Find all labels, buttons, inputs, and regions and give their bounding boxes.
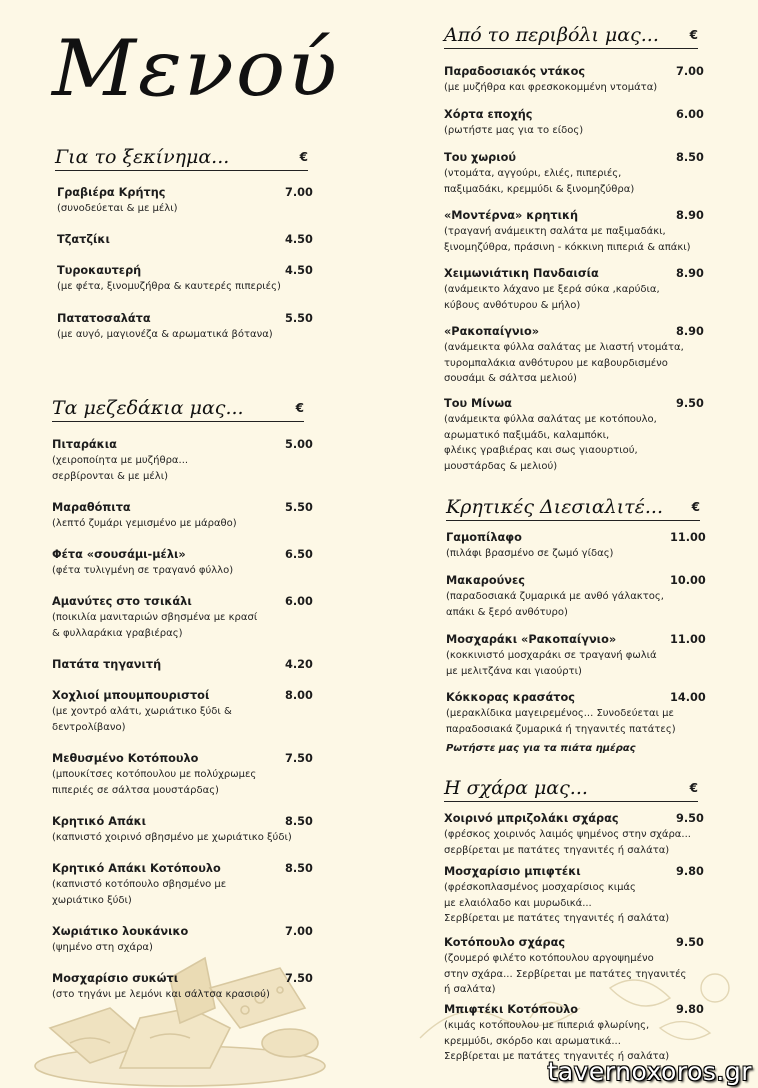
menu-item-name: Παραδοσιακός ντάκος: [444, 65, 586, 78]
menu-item-name: «Ρακοπαίγνιο»: [444, 325, 540, 338]
section-divider: [446, 520, 700, 521]
menu-item-name: Του Μίνωα: [444, 397, 512, 410]
menu-item: [57, 311, 313, 343]
menu-item: [444, 935, 704, 998]
menu-item-description: (κοκκινιστό μοσχαράκι σε τραγανή φωλιά: [446, 650, 657, 661]
menu-item-description: Σερβίρεται με πατάτες τηγανιτές ή σαλάτα): [444, 913, 670, 924]
menu-item-price: 4.50: [285, 264, 313, 277]
menu-item-name: Φέτα «σουσάμι-μέλι»: [52, 548, 186, 561]
section-header-starters: [55, 146, 308, 168]
menu-item-price: 7.00: [285, 925, 313, 938]
menu-item-price: 6.00: [676, 108, 704, 121]
menu-item-price: 5.50: [285, 501, 313, 514]
menu-item-description: σερβίρεται με πατάτες τηγανιτές ή σαλάτα): [444, 844, 670, 856]
menu-item-price: 7.50: [285, 752, 313, 765]
menu-item: [444, 266, 704, 313]
menu-item-description: μουστάρδας & μελιού): [444, 460, 558, 472]
menu-item-name: Πατατοσαλάτα: [57, 312, 151, 325]
menu-item-price: 9.50: [676, 936, 704, 949]
menu-item: [52, 814, 313, 846]
menu-item-description: & φυλλαράκια γραβιέρας): [52, 627, 183, 639]
menu-item-name: Μακαρούνες: [446, 574, 525, 587]
menu-item-description: παξιμαδάκι, κρεμμύδι & ξινομηζύθρα): [444, 183, 635, 195]
menu-item-price: 9.50: [676, 397, 704, 410]
menu-item-description: αρωματικό παξιμάδι, καλαμπόκι,: [444, 429, 610, 441]
site-watermark: tavernoxoros.gr: [547, 1057, 752, 1086]
page-title: Μενού: [52, 24, 340, 114]
menu-item-description: κρεμμύδι, σκόρδο και αρωματικά...: [444, 1035, 621, 1047]
menu-item-name: Χόρτα εποχής: [444, 108, 533, 121]
menu-item: [446, 530, 706, 562]
menu-item-description: (ανάμεικτα φύλλα σαλάτας με λιαστή ντομάτα,: [444, 342, 684, 353]
menu-item-description: (ψημένο στη σχάρα): [52, 942, 153, 953]
menu-item-price: 4.20: [285, 658, 313, 671]
menu-item-description: (ποικιλία μανιταριών σβησμένα με κρασί: [52, 612, 258, 623]
menu-item-description: (με αυγό, μαγιονέζα & αρωματικά βότανα): [57, 329, 273, 340]
menu-item-name: Χοιρινό μπριζολάκι σχάρας: [444, 812, 619, 825]
menu-item-name: Κοτόπουλο σχάρας: [444, 936, 566, 949]
menu-item: [444, 864, 704, 927]
menu-item: [52, 657, 313, 673]
menu-item-price: 9.80: [676, 865, 704, 878]
menu-item: [52, 861, 313, 908]
menu-item: [446, 690, 706, 737]
section-divider: [55, 170, 308, 171]
menu-item-description: (λεπτό ζυμάρι γεμισμένο με μάραθο): [52, 518, 237, 529]
menu-item-description: (ντομάτα, αγγούρι, ελιές, πιπεριές,: [444, 168, 622, 179]
menu-item-description: (με χοντρό αλάτι, χωριάτικο ξύδι &: [52, 706, 232, 717]
section-title: Για το ξεκίνημα...: [55, 146, 230, 168]
cheese-illustration: [30, 948, 330, 1088]
menu-item-price: 8.50: [285, 815, 313, 828]
menu-item-description: ξινομηζύθρα, πράσινη - κόκκινη πιπεριά & απάκι): [444, 241, 691, 253]
menu-item-description: σερβίρονται & με μέλι): [52, 470, 168, 482]
menu-item-name: Τυροκαυτερή: [57, 264, 142, 277]
menu-item: [57, 185, 313, 217]
menu-item: [52, 594, 313, 641]
menu-item: [52, 751, 313, 798]
section-title: Τα μεζεδάκια μας...: [52, 397, 244, 419]
menu-item-name: Τζατζίκι: [57, 233, 110, 246]
menu-item-price: 7.00: [285, 186, 313, 199]
menu-item-description: (στο τηγάνι με λεμόνι και σάλτσα κρασιού): [52, 989, 270, 1000]
menu-item-price: 6.50: [285, 548, 313, 561]
menu-item-name: Χοχλιοί μπουμπουριστοί: [52, 689, 210, 702]
menu-item-name: Γαμοπίλαφο: [446, 531, 522, 544]
menu-item: [444, 107, 704, 139]
menu-item-price: 8.00: [285, 689, 313, 702]
currency-label: €: [689, 781, 698, 795]
menu-item-description: (ζουμερό φιλέτο κοτόπουλου αργοψημένο: [444, 953, 654, 964]
menu-item: [52, 437, 313, 484]
menu-item-description: (καπνιστό χοιρινό σβησμένο με χωριάτικο ξύδι): [52, 832, 292, 843]
menu-item: [52, 500, 313, 532]
menu-item-name: Μπιφτέκι Κοτόπουλο: [444, 1003, 578, 1016]
menu-item: [52, 547, 313, 579]
menu-item-price: 5.50: [285, 312, 313, 325]
menu-item: [444, 64, 704, 96]
menu-item-description: (τραγανή ανάμεικτη σαλάτα με παξιμαδάκι,: [444, 226, 666, 237]
menu-item: [52, 971, 313, 1003]
menu-item: [444, 150, 704, 197]
section-header-grill: [444, 777, 698, 799]
section-divider: [444, 801, 698, 802]
section-divider: [52, 421, 304, 422]
menu-item-description: με ελαιόλαδο και μυρωδικά...: [444, 897, 592, 909]
menu-item-price: 8.50: [285, 862, 313, 875]
menu-item-price: 8.50: [676, 151, 704, 164]
currency-label: €: [295, 401, 304, 415]
menu-item-description: (χειροποίητα με μυζήθρα...: [52, 455, 189, 466]
section-title: Η σχάρα μας...: [444, 777, 588, 799]
menu-item-price: 10.00: [670, 574, 706, 587]
menu-item-name: Μεθυσμένο Κοτόπουλο: [52, 752, 199, 765]
menu-item-price: 4.50: [285, 233, 313, 246]
menu-item-description: (φρέσκοπλασμένος μοσχαρίσιος κιμάς: [444, 882, 636, 893]
menu-item-name: Αμανύτες στο τσικάλι: [52, 595, 192, 608]
currency-label: €: [299, 150, 308, 164]
menu-item-description: ή σαλάτα): [444, 984, 496, 995]
menu-item-description: φλέικς γραβιέρας και σως γιαουρτιού,: [444, 445, 638, 456]
menu-item: [57, 232, 313, 248]
section-divider: [444, 48, 698, 49]
menu-item-description: σουσάμι & σάλτσα μελιού): [444, 373, 577, 384]
menu-item-name: Μοσχαρίσιο μπιφτέκι: [444, 865, 581, 878]
menu-item-name: Μαραθόπιτα: [52, 501, 131, 514]
menu-item: [444, 1002, 704, 1065]
menu-item-price: 9.50: [676, 812, 704, 825]
menu-item-description: (ρωτήστε μας για το είδος): [444, 125, 584, 136]
menu-item: [52, 924, 313, 956]
menu-item-name: Πιταράκια: [52, 438, 117, 451]
menu-item-price: 7.00: [676, 65, 704, 78]
menu-item-price: 14.00: [670, 691, 706, 704]
menu-item-description: στην σχάρα... Σερβίρεται με πατάτες τηγανιτές: [444, 968, 687, 980]
menu-item-price: 7.50: [285, 972, 313, 985]
menu-item-name: Πατάτα τηγανιτή: [52, 658, 162, 671]
menu-item-description: (παραδοσιακά ζυμαρικά με ανθό γάλακτος,: [446, 591, 664, 602]
menu-item-name: Του χωριού: [444, 151, 517, 164]
menu-item-description: (με μυζήθρα και φρεσκοκομμένη ντομάτα): [444, 82, 658, 93]
menu-item-name: Μοσχαράκι «Ρακοπαίγνιο»: [446, 633, 617, 646]
menu-item-name: Χειμωνιάτικη Πανδαισία: [444, 267, 599, 280]
menu-item-price: 9.80: [676, 1003, 704, 1016]
menu-item-price: 11.00: [670, 531, 706, 544]
menu-item-description: (ανάμεικτα φύλλα σαλάτας με κοτόπουλο,: [444, 414, 657, 425]
menu-item-name: Κόκκορας κρασάτος: [446, 691, 575, 704]
menu-item-description: (με φέτα, ξινομυζήθρα & καυτερές πιπεριές): [57, 281, 281, 292]
menu-item-price: 8.90: [676, 267, 704, 280]
menu-item-name: Χωριάτικο λουκάνικο: [52, 925, 189, 938]
menu-item-description: Σερβίρεται με πατάτες τηγανιτές ή σαλάτα): [444, 1051, 670, 1062]
menu-item-price: 5.00: [285, 438, 313, 451]
menu-item: [446, 573, 706, 620]
menu-item-name: Κρητικό Απάκι Κοτόπουλο: [52, 862, 221, 875]
menu-item-description: παραδοσιακά ζυμαρικά ή τηγανιτές πατάτες): [446, 723, 676, 735]
menu-item-description: (φέτα τυλιγμένη σε τραγανό φύλλο): [52, 565, 234, 576]
menu-item-name: Γραβιέρα Κρήτης: [57, 186, 166, 199]
menu-item: [446, 632, 706, 679]
menu-item: [444, 811, 704, 858]
menu-item-description: χωριάτικο ξύδι): [52, 894, 132, 906]
menu-item-name: Κρητικό Απάκι: [52, 815, 147, 828]
menu-item-description: (ανάμεικτο λάχανο με ξερά σύκα ,καρύδια,: [444, 284, 660, 295]
menu-item-description: με μελιτζάνα και γιαούρτι): [446, 665, 582, 677]
currency-label: €: [689, 28, 698, 42]
menu-item-description: (μπουκίτσες κοτόπουλου με πολύχρωμες: [52, 769, 257, 780]
menu-item: [444, 208, 704, 255]
menu-item-description: (κιμάς κοτόπουλου με πιπεριά φλωρίνης,: [444, 1020, 650, 1031]
menu-item-description: (πιλάφι βρασμένο σε ζωμό γίδας): [446, 548, 614, 559]
menu-item-price: 8.90: [676, 325, 704, 338]
section-title: Κρητικές Διεσιαλιτέ...: [446, 496, 663, 518]
menu-item-description: δεντρολίβανο): [52, 721, 126, 733]
section-header-specialties: [446, 496, 700, 518]
menu-item: [444, 324, 704, 387]
menu-item-description: κύβους ανθότυρου & μήλο): [444, 299, 581, 311]
menu-item-description: (συνοδεύεται & με μέλι): [57, 203, 178, 214]
menu-item-name: «Μοντέρνα» κρητική: [444, 209, 579, 222]
daily-dishes-note: Ρωτήστε μας για τα πιάτα ημέρας: [446, 743, 636, 754]
menu-item-name: Μοσχαρίσιο συκώτι: [52, 972, 179, 985]
menu-item-price: 6.00: [285, 595, 313, 608]
section-header-salads: [444, 24, 698, 46]
menu-item: [57, 263, 313, 295]
menu-item-price: 11.00: [670, 633, 706, 646]
menu-item-description: (μερακλίδικα μαγειρεμένος... Συνοδεύεται με: [446, 708, 674, 719]
menu-item: [52, 688, 313, 735]
section-header-meze: [52, 397, 304, 419]
menu-item-description: τυρομπαλάκια ανθότυρου με καβουρδισμένο: [444, 357, 668, 369]
menu-item: [444, 396, 704, 474]
menu-item-description: απάκι & ξερό ανθότυρο): [446, 606, 568, 618]
section-title: Από το περιβόλι μας...: [444, 24, 659, 46]
menu-item-description: (φρέσκος χοιρινός λαιμός ψημένος στην σχάρα...: [444, 829, 691, 840]
menu-item-description: (καπνιστό κοτόπουλο σβησμένο με: [52, 879, 227, 890]
menu-item-price: 8.90: [676, 209, 704, 222]
menu-item-description: πιπεριές σε σάλτσα μουστάρδας): [52, 784, 219, 796]
currency-label: €: [691, 500, 700, 514]
